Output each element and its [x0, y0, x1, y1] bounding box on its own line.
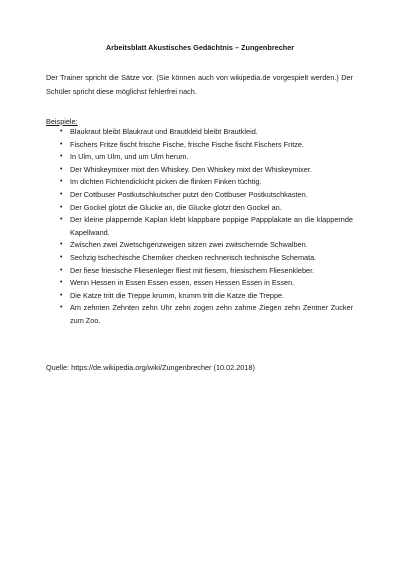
example-text: Zwischen zwei Zwetschgenzweigen sitzen zwei zwitschernde Schwalben.	[70, 240, 308, 250]
bullet-icon: •	[60, 165, 63, 173]
bullet-icon: •	[60, 190, 63, 198]
list-item	[46, 265, 353, 278]
example-text: Der kleine plappernde Kaplan klebt klappbare poppige Pappplakate an die klappernde Kapellwand.	[70, 215, 353, 237]
list-item	[46, 189, 353, 202]
bullet-icon: •	[60, 153, 63, 161]
list-item	[46, 151, 353, 164]
bullet-icon: •	[60, 241, 63, 249]
example-text: Am zehnten Zehnten zehn Uhr zehn zogen zehn zahme Ziegen zehn Zentner Zucker zum Zoo.	[70, 303, 353, 325]
bullet-icon: •	[60, 304, 63, 312]
page-title: Arbeitsblatt Akustisches Gedächtnis – Zungenbrecher	[105, 43, 295, 52]
bullet-icon: •	[60, 291, 63, 299]
bullet-icon: •	[60, 279, 63, 287]
example-text: In Ulm, um Ulm, und um Ulm herum.	[70, 152, 189, 162]
bullet-icon: •	[60, 216, 63, 224]
list-item	[46, 176, 353, 189]
list-item	[46, 202, 353, 215]
example-text: Sechzig tschechische Chemiker checken rechnerisch technische Schemata.	[70, 252, 317, 262]
list-item	[46, 277, 353, 290]
list-item	[46, 239, 353, 252]
list-item	[46, 302, 353, 327]
list-item	[46, 164, 353, 177]
example-text: Wenn Hessen in Essen Essen essen, essen Hessen Essen in Essen.	[70, 278, 295, 288]
example-text: Im dichten Fichtendickicht picken die flinken Finken tüchtig.	[70, 177, 262, 187]
example-text: Fischers Fritze fischt frische Fische, frische Fische fischt Fischers Fritze.	[70, 139, 304, 149]
example-text: Der Whiskeymixer mixt den Whiskey. Den Whiskey mixt der Whiskeymixer.	[70, 164, 312, 174]
example-text: Der Gockel glotzt die Glucke an, die Glucke glotzt den Gockel an.	[70, 202, 282, 212]
list-item	[46, 126, 353, 139]
bullet-icon: •	[60, 266, 63, 274]
example-text: Die Katze tritt die Treppe krumm, krumm tritt die Katze die Treppe.	[70, 290, 285, 300]
list-item	[46, 214, 353, 239]
list-item	[46, 290, 353, 303]
examples-list	[46, 126, 353, 328]
example-text: Der fiese friesische Fliesenleger fliest mit fiesem, friesischem Fliesenkleber.	[70, 265, 315, 275]
example-text: Der Cottbuser Postkutschkutscher putzt den Cottbuser Postkutschkasten.	[70, 189, 308, 199]
list-item	[46, 139, 353, 152]
bullet-icon: •	[60, 253, 63, 261]
example-text: Blaukraut bleibt Blaukraut und Brautkleid bleibt Brautkleid.	[70, 127, 258, 136]
bullet-icon: •	[60, 140, 63, 148]
bullet-icon: •	[60, 203, 63, 211]
examples-heading: Beispiele:	[46, 117, 78, 126]
list-item	[46, 252, 353, 265]
bullet-icon: •	[60, 178, 63, 186]
intro-paragraph: Der Trainer spricht die Sätze vor. (Sie können auch von wikipedia.de vorgespielt werden.) Der Schüler spricht diese möglichst fehlerfrei nach.	[46, 73, 353, 96]
source-citation: Quelle: https://de.wikipedia.org/wiki/Zungenbrecher (10.02.2018)	[46, 363, 255, 372]
bullet-icon: •	[60, 128, 63, 135]
